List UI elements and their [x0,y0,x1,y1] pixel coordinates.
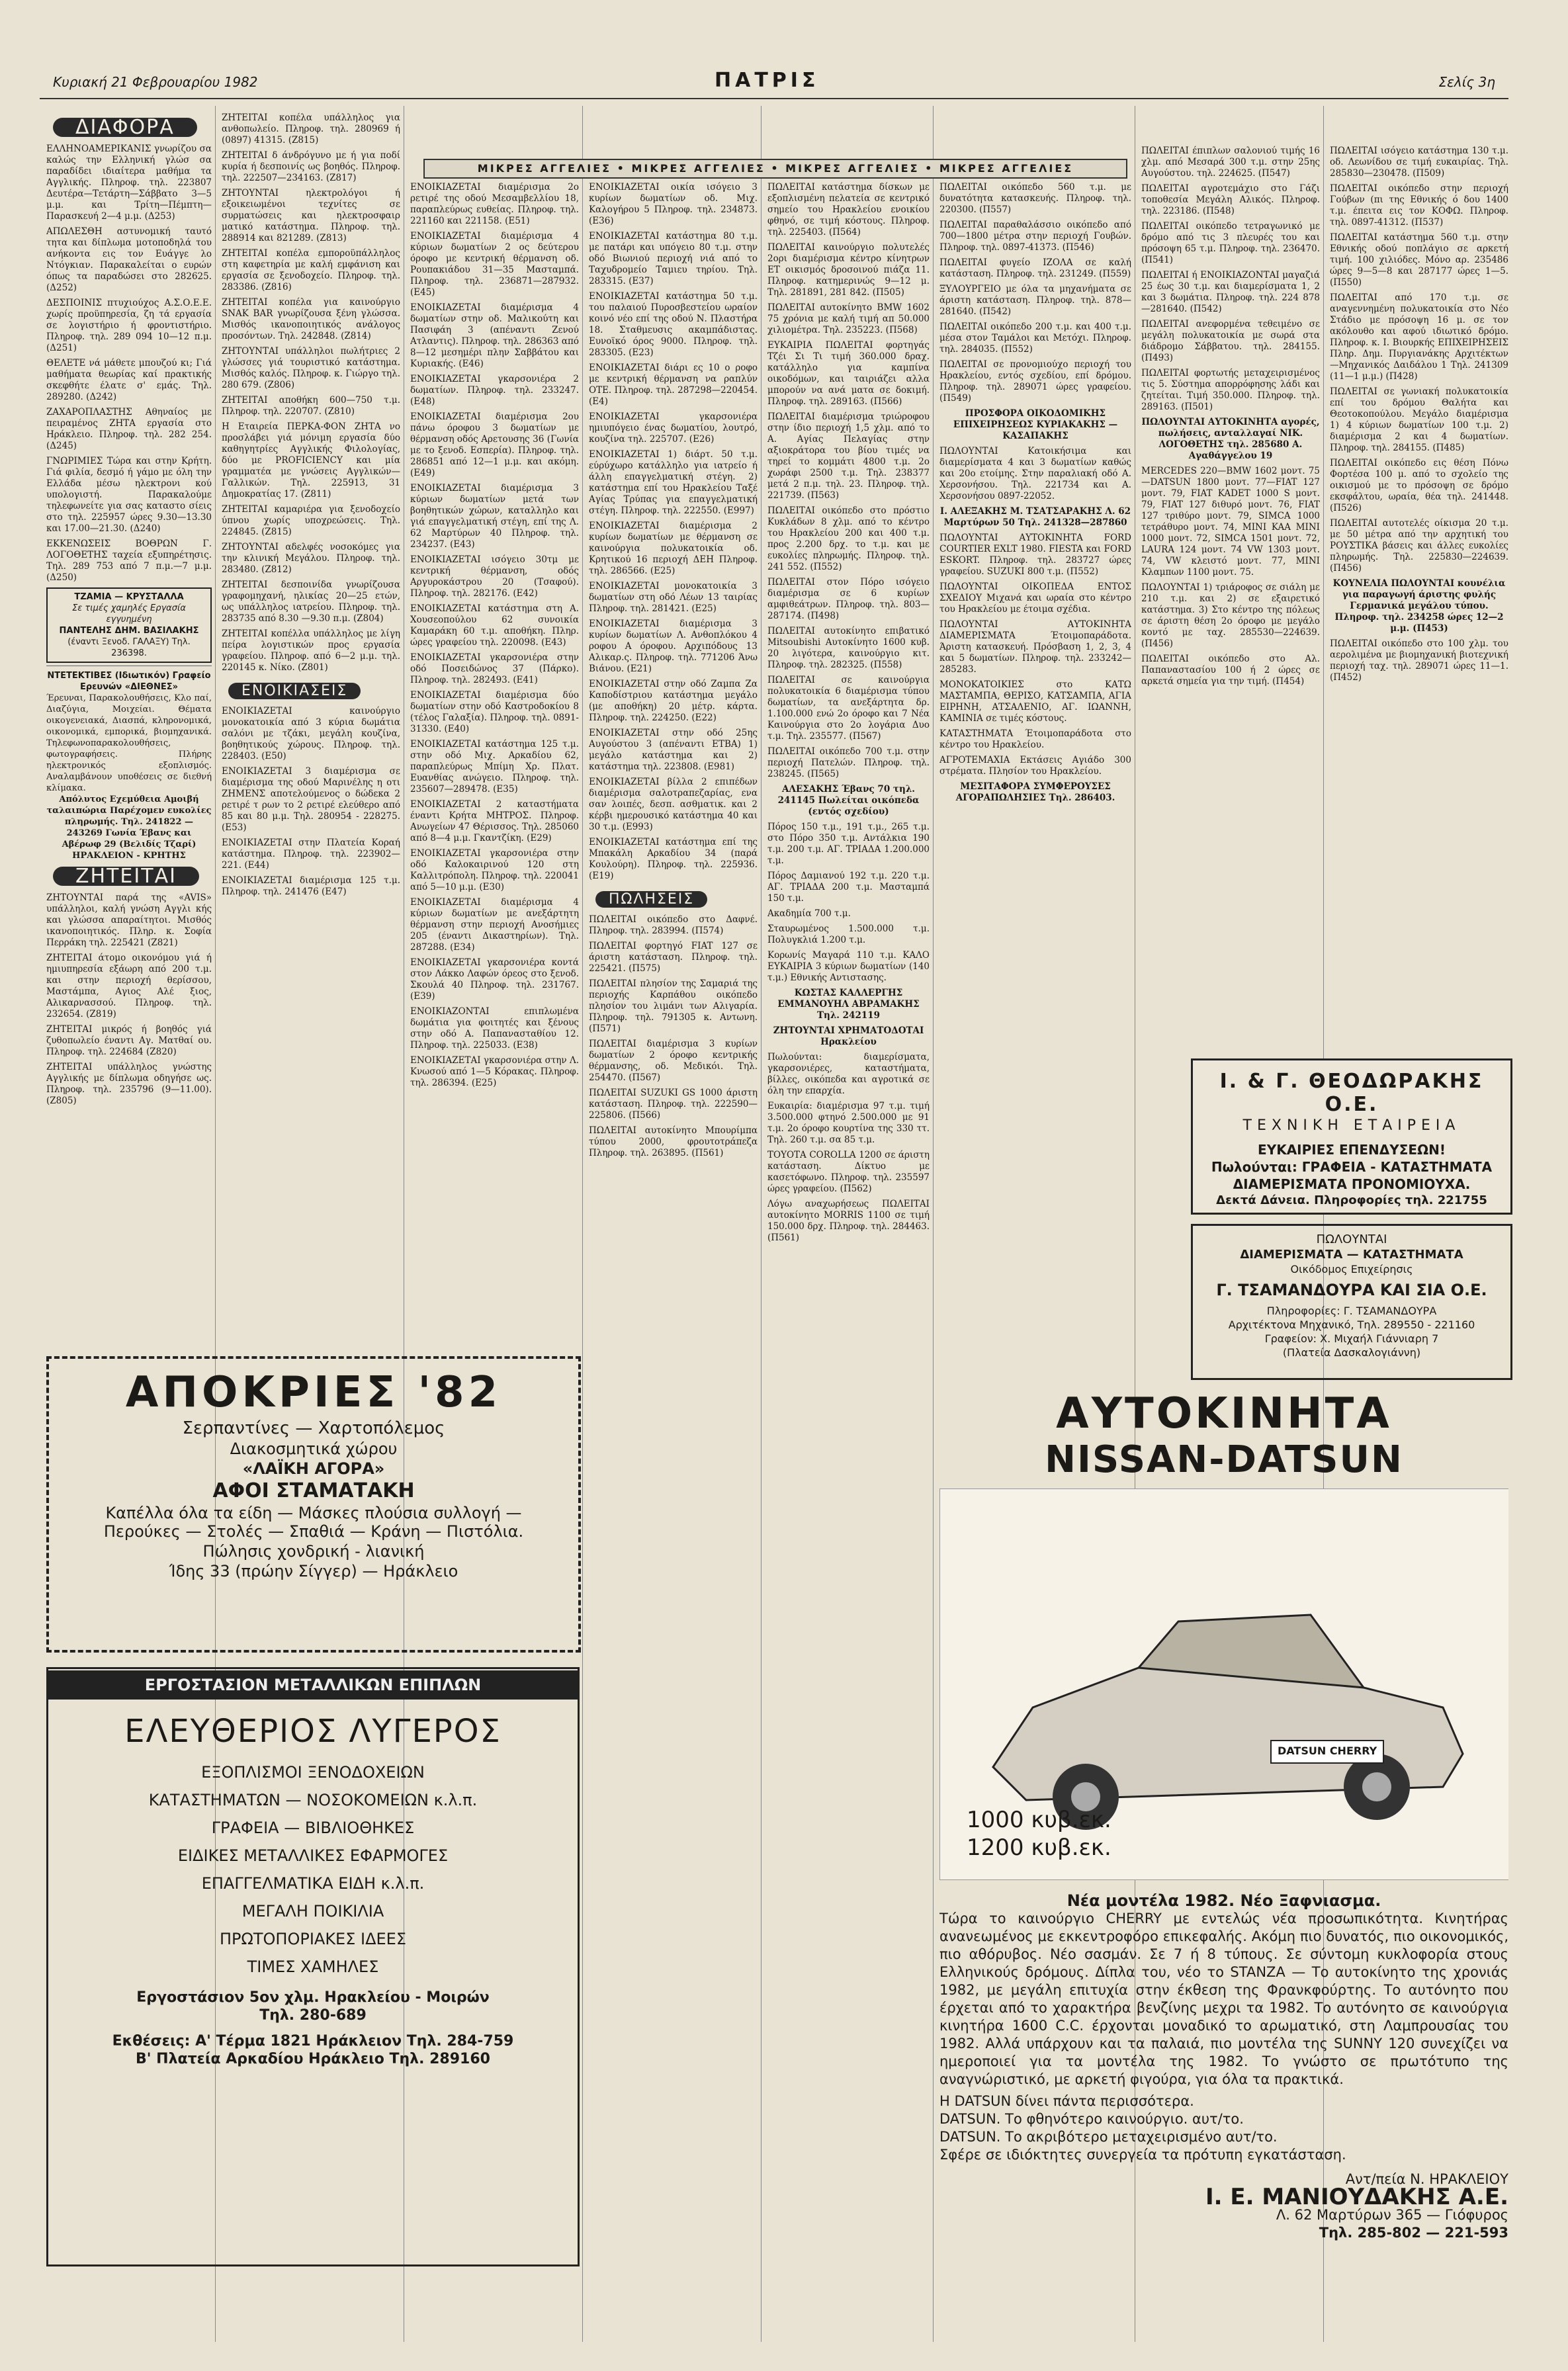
ad: ΠΩΛΕΙΤΑΙ αυτοκίνητο Μπουρίμπα τύπου 2000, φρουτοτράπεζα Πληροφ. τηλ. 263895. (Π561) [589,1125,758,1158]
ad: ΕΝΟΙΚΙΑΖΕΤΑΙ στην Πλατεία Κοραή κατάστημα. Πληροφ. τηλ. 223902—221. (E44) [222,838,400,871]
ad: ΕΝΟΙΚΙΑΖΕΤΑΙ διαμέρισμα 4 δωματίων στην οδ. Μαλικούτη και Πασιφάη 3 (απέναντι Ζενού Ατλαντις). Πληροφ. τηλ. 286363 από 8—12 μεσημέρι πλην Σαββάτου και Κυριακής. (E46) [410,302,579,369]
ad: ΠΩΛΕΙΤΑΙ αυτοτελές οίκισμα 20 τ.μ. με 50 μέτρα από την αρχητική του ΡΟΥΣΤΙΚΑ βάσεις και άλλες ευκολίες πληρωμής. Τηλ. 225830—224639. (Π456) [1330,518,1508,574]
ad: ΖΗΤΕΙΤΑΙ κοπέλα για καινούργιο SNAK BAR γνωρίζουσα ξένη γλώσσα. Μισθός ικανοποιητικός ανάλογος προσόντων. Τηλ. 242848. (Z814) [222,297,400,341]
engine-1: 1000 κυβ.εκ. [967,1807,1111,1833]
ad: ΖΗΤΕΙΤΑΙ καμαριέρα για ξενοδοχείο ύπνου χωρίς υποχρεώσεις. Τηλ. 224845. (Z815) [222,504,400,537]
lygeros-exh2: Β' Πλατεία Αρκαδίου Ηράκλειο Τηλ. 289160 [136,2051,490,2067]
page-header [40,66,1508,99]
ad: ΕΛΛΗΝΟΑΜΕΡΙΚΑΝΙΣ γνωρίζου σα καλώς την Ελληνική γλώσ σα παραδίδει ιδιαίτερα μαθήμα τα Αγγλικής. Πληροφ. τηλ. 223807 Δευτέρα—Τετάρτη—Σάββατο 3—5 μ.μ. και Τρίτη—Πέμπτη—Παρασκευή 2—4 μ.μ. (Δ253) [46,144,212,222]
ad: ΕΝΟΙΚΙΑΖΕΤΑΙ ισόγειο 30τμ με κεντρική θέρμανση, οδός Αργυροκάστρου 20 (Τσαφού). Πληροφ. τηλ. 282176. (E42) [410,554,579,599]
classifieds-banner: ΜΙΚΡΕΣ ΑΓΓΕΛΙΕΣ • ΜΙΚΡΕΣ ΑΓΓΕΛΙΕΣ • ΜΙΚΡΕΣ ΑΓΓΕΛΙΕΣ • ΜΙΚΡΕΣ ΑΓΓΕΛΙΕΣ [423,159,1127,179]
ad: ΕΝΟΙΚΙΑΖΟΝΤΑΙ επιπλωμένα δωμάτια για φοιτητές και ξένους στην οδό Α. Παπανασταθίου 12. Πληροφ. τηλ. 225033. (E38) [410,1006,579,1051]
ad: ΠΩΛΟΥΝΤΑΙ Κατοικήσιμα και διαμερίσματα 4 και 3 δωματίων καθώς και 20ο ετοίμης. Στην παραλιακή οδό Α. Χερσονήσου. Τηλ. 221734 και Α. Χερσονήσου 0897-22052. [939,446,1131,501]
ad: ΠΩΛΕΙΤΑΙ διαμέρισμα τριώροφου στην ίδιο περιοχή 1,5 χλμ. από το Α. Αγίας Πελαγίας στην αξιοκράτορα του βίου τιμές να τηρεί το κομμάτι 4800 τ.μ. 2ο χωράφι 2500 τ.μ. Τηλ. 238377 μετά 2 π.μ. τηλ. 23. Πληροφ. τηλ. 221739. (Π563) [767,411,930,501]
ad: ΕΝΟΙΚΙΑΖΕΤΑΙ κατάστημα επί της Μπακάλη Αρκαδίου 34 (παρά Κουλούρη). Πληροφ. τηλ. 225936. (E19) [589,837,758,881]
ad: ΖΗΤΕΙΤΑΙ κοπέλα εμποροϋπάλληλος στη καφετηρία με καλή εμφάνιση και εργασία σε ξενοδοχείο. Πληροφ. τηλ. 283386. (Z816) [222,248,400,292]
ntetektives-body: Έρευναι, Παρακολουθήσεις, Κλο παί, Διαζύγια, Μοιχείαι. Θέματα οικογενειακά, Διασπά, κληρονομικά, οικονομικά, εμπορικά, βιομηχανικά. Τηλεφωνοπαρακολουθήσεις, φωτογραφήσεις. Πλήρης ηλεκτρονικός εξοπλισμός. Αναλαμβάνουν υποθέσεις σε διεθνή κλίμακα. [46,693,212,793]
column-divider [933,106,934,2342]
nissan-tag: Νέα μοντέλα 1982. Νέο Ξαφνιασμα. [1067,1891,1381,1910]
ad: ΕΝΟΙΚΙΑΖΕΤΑΙ κατάστημα στη Α. Χουσεοπούλου 62 συνοικία Καμαράκη 60 τ.μ. αποθήκη. Πληρ. ώρες γραφείου τηλ. 220098. (E43) [410,603,579,648]
lygeros-exh1: Εκθέσεις: Α' Τέρμα 1821 Ηράκλειον Τηλ. 284-759 [112,2033,514,2049]
tsamandoura-l3: Οικόδομος Επιχείρησις [1290,1263,1413,1275]
ad: ΜΟΝΟΚΑΤΟΙΚΙΕΣ στο ΚΑΤΩ ΜΑΣΤΑΜΠΑ, ΘΕΡΙΣΟ, ΚΑΤΣΑΜΠΑ, ΑΓΙΑ ΕΙΡΗΝΗ, ΑΤΣΑΛΕΝΙΟ, ΑΓ. ΙΩΑΝΝΗ, ΚΑΜΙΝΙΑ σε τιμές κόστους. [939,679,1131,724]
tzamia-name: ΠΑΝΤΕΛΗΣ ΔΗΜ. ΒΑΣΙΛΑΚΗΣ [59,626,199,636]
ad: ΠΩΛΕΙΤΑΙ φυγείο ΙΖΟΛΑ σε καλή κατάσταση. Πληροφ. τηλ. 231249. (Π559) [939,257,1131,279]
apokries-l3: «ΛΑΪΚΗ ΑΓΟΡΑ» [242,1459,385,1478]
section-poliseis: ΠΩΛΗΣΕΙΣ [595,891,707,908]
ad: Λόγω αναχωρήσεως ΠΩΛΕΙΤΑΙ αυτοκίνητο MORRIS 1100 σε τιμή 150.000 δρχ. Πληροφ. τηλ. 284463. (Π561) [767,1199,930,1243]
ad: ΠΩΛΕΙΤΑΙ έπιπλων σαλονιού τιμής 16 χλμ. από Μεσαρά 300 τ.μ. στην 25ης Αυγούστου. τηλ. 224625. (Π547) [1141,146,1320,179]
ad: ΖΗΤΕΙΤΑΙ κοπέλλα υπάλληλος με λίγη πείρα λογιστικών προς εργασία γραφείου. Πληροφ. από 6—2 μ.μ. τηλ. 220145 κ. Νίκο. (Z801) [222,628,400,673]
tsamandoura-ad [1191,1224,1512,1380]
ad: ΑΓΡΟΤΕΜΑΧΙΑ Εκτάσεις Αγιάδο 300 στρέματα. Πλησίον του Ηρακλείου. [939,755,1131,777]
ad: ΕΝΟΙΚΙΑΖΕΤΑΙ στην οδό Ζαμπα Ζα Καποδίστριου κατάστημα μεγάλο (με αποθήκη) 20 μέτρ. κάρτα. Πληροφ. τηλ. 224250. (E22) [589,679,758,723]
ad: Πόρος 150 τ.μ., 191 τ.μ., 265 τ.μ. στο Πόρο 350 τ.μ. Αντάλκια 190 τ.μ. 200 τ.μ. ΑΓ. ΤΡΙΑΔΑ 1.200.000 τ.μ. [767,822,930,866]
column-3 [410,182,579,1353]
ad: ΜΕΣΙΤΑΦΟΡΑ ΣΥΜΦΕΡΟΥΣΕΣ ΑΓΟΡΑΠΩΛΗΣΙΕΣ Τηλ. 286403. [955,781,1115,803]
ad: ΕΝΟΙΚΙΑΖΕΤΑΙ γκαρσονιέρα 2 δωματίων. Πληροφ. τηλ. 233247. (E48) [410,374,579,407]
nissan-b4: Σφέρε σε ιδιόκτητες συνεργεία τα πρότυπη εγκατάσταση. [939,2147,1346,2163]
lygeros-name: ΕΛΕΥΘΕΡΙΟΣ ΛΥΓΕΡΟΣ [124,1713,501,1750]
ad: ΠΩΛΕΙΤΑΙ οικόπεδο στην περιοχή Γούβων (πι της Εθνικής ό δου 1400 τ.μ. έπειτα εις τον ΚΟΦΩ. Πληροφ. τηλ. 0897-41312. (Π537) [1330,183,1508,228]
engine-2: 1200 κυβ.εκ. [967,1834,1111,1861]
ad: ΠΩΛΕΙΤΑΙ οικόπεδο 200 τ.μ. και 400 τ.μ. μέσα στον Ταμάλοι και Μετόχι. Πληροφ. τηλ. 284035. (Π552) [939,322,1131,355]
ad: ΕΝΟΙΚΙΑΖΕΤΑΙ οικία ισόγειο 3 κυρίων δωματίων οδ. Μιχ. Καλογήρου 5 Πληροφ. τηλ. 234873. (E36) [589,182,758,226]
ad: ΕΝΟΙΚΙΑΖΕΤΑΙ κατάστημα 80 τ.μ. με πατάρι και υπόγειο 80 τ.μ. στην οδό Βιωνιού περιοχή νιά από το Ταχυδρομείο Ταμιευ τηρίου. Τηλ. 283315. (E37) [589,231,758,286]
ad: ΠΩΛΕΙΤΑΙ οικόπεδο εις θέση Πόνω Φορτέσα 100 μ. από το σχολείο της οικισμού με το πρόσοψη σε δρόμο εκσφάλτου, ωραία, θέα τηλ. 241448. (Π526) [1330,458,1508,513]
ad: ΠΩΛΕΙΤΑΙ σε γωνιακή πολυκατοικία επί του δρόμου Θαλήτα και Θεοτοκοπούλου. Μεγάλο διαμέρισμα 1) 4 κύριων δωματίων 100 τ.μ. 2) διαμέρισμα 2 και 4 δωματίων. Πληροφ. τηλ. 284155. (Π485) [1330,386,1508,453]
tsamandoura-l7: Γραφείον: Χ. Μιχαήλ Γιάννιαρη 7 [1264,1332,1439,1345]
column-2 [222,112,400,1323]
lygeros-item: ΕΞΟΠΛΙΣΜΟΙ ΞΕΝΟΔΟΧΕΙΩΝ [201,1763,425,1782]
ad: ΠΩΛΕΙΤΑΙ αγροτεμάχιο στο Γάζι τοποθεσία Μεγάλη Αλικός. Πληροφ. τηλ. 223186. (Π548) [1141,183,1320,216]
ad: ΕΝΟΙΚΙΑΖΕΤΑΙ κατάστημα 125 τ.μ. στην οδό Μιχ. Αρκαδίου 62, παραπλεύρως Μπίμη Χρ. Πλατ. Ευανθίας ανώγειο. Πληροφ. τηλ. 235607—289478. (E35) [410,739,579,795]
ad: Σταυρωμένος 1.500.000 τ.μ. Πολυγκλιά 1.200 τ.μ. [767,924,930,945]
ad: ΚΑΤΑΣΤΗΜΑΤΑ Έτοιμοπαράδοτα στο κέντρο του Ηρακλείου. [939,728,1131,750]
ad: ΕΥΚΑΙΡΙΑ ΠΩΛΕΙΤΑΙ φορτηγάς Τζέι Σι Τι τιμή 360.000 δραχ. κατάλληλο για καμπίνα οικοδόμων, και ταιριάζει αλλα μπορούν να ανά ματα σε δοκιμή. Πληροφ. τηλ. 289163. (Π566) [767,340,930,407]
ad: ΕΝΟΙΚΙΑΖΕΤΑΙ διάρι ες 10 ο ροφο με κεντρική θέρμανση να ραπλύν ΟΤΕ. Πληροφ. τηλ. 287298—220454. (E4) [589,363,758,407]
ad: ΠΩΛΕΙΤΑΙ παραθαλάσσιο οικόπεδο από 700—1800 μέτρα στην περιοχή Γουβών. Πληροφ. τηλ. 0897-41373. (Π546) [939,220,1131,253]
ad: ΑΠΩΛΕΣΘΗ αστυνομική ταυτό τητα και δίπλωμα μοτοποδηλά του ανήκοντα εις τον Ευάγγε λο Ντόγκιαν. Παρακαλείται ο ευρών όπως τα παραδώσει στο 282625. (Δ252) [46,226,212,293]
ad: ΠΩΛΕΙΤΑΙ αυτοκίνητο επιβατικό Mitsoubishi Αυτοκίνητο 1600 κυβ. 20 λιγότερα, καινούργιο κιτ. Πληροφ. τηλ. 282325. (Π558) [767,626,930,670]
theodorakis-ad [1191,1058,1512,1215]
ad: ΤΟΥΟΤΑ COROLLA 1200 σε άριστη κατάσταση. Δίκτυο με κασετόφωνο. Πληροφ. τηλ. 235597 ώρες γραφείου. (Π562) [767,1150,930,1194]
ad: ΕΝΟΙΚΙΑΖΕΤΑΙ γκαρσονιέρα στην οδό Ποσειδώνος 37 (Πάρκο). Πληροφ. τηλ. 282493. (E41) [410,652,579,685]
lygeros-item: ΓΡΑΦΕΙΑ — ΒΙΒΛΙΟΘΗΚΕΣ [211,1819,415,1837]
ad: ΠΩΛΕΙΤΑΙ καινούργιο πολυτελές 2ορι διαμέρισμα κέντρο κίνητρων ΕΤ οικισμός δροσοινού πιάζα 11. Πληροφ. κατημερινώς 9—12 μ. Τηλ. 281891, 281 842. (Π505) [767,242,930,298]
ad: ΠΩΛΕΙΤΑΙ οικόπεδο τετραγωνικό με δρόμο από τις 3 πλευρές του και πρόσοψη 65 τ.μ. Πληροφ. τηλ. 236470. (Π541) [1141,221,1320,265]
ad: ΔΕΣΠΟΙΝΙΣ πτυχιούχος Α.Σ.Ο.Ε.Ε. χωρίς προϋπηρεσία, ζη τά εργασία σε λογιστήριο ή φροντιστήριο. Πληροφ. τηλ. 289 094 10—12 π.μ. (Δ251) [46,298,212,353]
apokries-ad [46,1356,581,1653]
ad: Πόρος Δαμιανού 192 τ.μ. 220 τ.μ. ΑΓ. ΤΡΙΑΔΑ 200 τ.μ. Μασταμπά 150 τ.μ. [767,871,930,904]
ad: Ακαδημία 700 τ.μ. [767,908,851,919]
ad: ΖΗΤΟΥΝΤΑΙ παρά της «AVIS» υπάλληλοι, καλή γνώση Αγγλι κής και γλώσσα απαραίτητοι. Μισθός ικανοποιητικός. Πληρ. κ. Σοφία Περράκη τηλ. 225421 (Ζ821) [46,892,212,948]
apokries-l5: Καπέλλα όλα τα είδη — Μάσκες πλούσια συλλογή — Περούκες — Στολές — Σπαθιά — Κράνη — Πιστόλια. [103,1504,524,1541]
apokries-l1: Σερπαντίνες — Χαρτοπόλεμος [182,1418,445,1438]
ad: ΠΩΛΕΙΤΑΙ οικόπεδο 560 τ.μ. με δυνατότητα κατασκευής. Πληροφ. τηλ. 220300. (Π557) [939,182,1131,215]
lygeros-item: ΚΑΤΑΣΤΗΜΑΤΩΝ — ΝΟΣΟΚΟΜΕΙΩΝ κ.λ.π. [148,1791,478,1809]
ad: ΠΩΛΕΙΤΑΙ κατάστημα δίσκων με εξοπλισμένη πελατεία σε κεντρικό σημείο του Ηρακλείου ενοικίου φθηνό, σε τιμή κόστους. Πληροφ. τηλ. 225403. (Π564) [767,182,930,237]
nissan-b2: DATSUN. Το φθηνότερο καινούργιο. αυτ/το. [939,2111,1244,2127]
ad: ΖΗΤΟΥΝΤΑΙ αδελφές νοσοκόμες για την κλινική Μεγάλου. Πληροφ. τηλ. 283480. (Z812) [222,542,400,575]
column-8 [1330,146,1508,1032]
ad: ΖΗΤΕΙΤΑΙ κοπέλα υπάλληλος για ανθοπωλείο. Πληροφ. τηλ. 280969 ή (0897) 41315. (Z815) [222,112,400,146]
column-4 [589,182,758,2312]
ad: ΑΛΕΣΑΚΗΣ Έβανς 70 τηλ. 241145 Πωλείται οικόπεδα (εντός σχεδίου) [777,784,920,817]
ad: ΠΩΛΕΙΤΑΙ πλησίον της Σαμαριά της περιοχής Καρπάθου οικόπεδο πλησίον του λιμάνι των Αλιγαρία. Πληροφ. τηλ. 791305 κ. Αντωνη. (Π571) [589,978,758,1034]
ad: ΖΗΤΕΙΤΑΙ δεσποινίδα γνωρίζουσα γραφομηχανή, ηλικίας 20—25 ετών, ως υπάλληλος ιατρείου. Πληροφ. τηλ. 283735 από 8.30 —9.30 π.μ. (Z804) [222,580,400,624]
tzamia-sub: Σε τιμές χαμηλές Εργασία εγγυημένη [72,603,186,625]
theodorakis-l2: Πωλούνται: ΓΡΑΦΕΙΑ - ΚΑΤΑΣΤΗΜΑΤΑ [1211,1159,1493,1175]
issue-date: Κυριακή 21 Φεβρουαρίου 1982 [53,74,258,90]
ad: ΠΩΛΟΥΝΤΑΙ ΑΥΤΟΚΙΝΗΤΑ ΔΙΑΜΕΡΙΣΜΑΤΑ Έτοιμοπαράδοτα. Άριστη κατασκευή. Πρόσβαση 1, 2, 3, 4 και 5 δωματίων. Πληροφ. τηλ. 233242—285283. [939,619,1131,675]
lygeros-item: ΠΡΩΤΟΠΟΡΙΑΚΕΣ ΙΔΕΕΣ [220,1930,406,1948]
ntetektives-contact: Απόλυτος Εχεμύθεια Αμοιβή ταλαιπώρια Παρέχομεν ευκολίες πληρωμής. Τηλ. 241822 — 243269 Γωνία Έβανς και Αβέρωφ 29 (Βελιδίς Τζαρί) ΗΡΑΚΛΕΙΟΝ - ΚΡΗΤΗΣ [46,795,212,861]
ad: ΕΝΟΙΚΙΑΖΕΤΑΙ βίλλα 2 επιπέδων διαμέρισμα σαλοτραπεζαρίας, ενα σαν λοιπές, δεσπ. ασθματικ. και 2 κέρβι ημερουσικό κατάστημα 40 και 30 τ.μ. (E993) [589,777,758,832]
tsamandoura-l6: Αρχιτέκτονα Μηχανικό, Τηλ. 289550 - 221160 [1228,1318,1475,1331]
ad: ΠΩΛΕΙΤΑΙ από 170 τ.μ. σε αναγεννημένη πολυκατοικία στο Νέο Στάδιο με πρόσοψη 16 μ. σε τον ακόλουθο και αφού ιδιωτικό δρόμο. Πληροφ. κ. Ι. Βιουρκής ΕΠΙΧΕΙΡΗΣΕΙΣ Πληρ. Δημ. Πυργιανάκης Αρχιτέκτων—Μηχανικός Δαιδάλου 1 Τηλ. 241309 (11—1 μ.μ.) (Π428) [1330,292,1508,382]
ad: ΕΝΟΙΚΙΑΖΕΤΑΙ διαμέρισμα 4 κύριων δωματίων 2 ος δεύτερου όροφο με κεντρική θέρμανση οδ. Ρουπακιάδου 31—35 Μασταμπά. Πληροφ. τηλ. 236871—287932. (E45) [410,231,579,298]
ad: ΠΩΛΕΙΤΑΙ ή ΕΝΟΙΚΙΑΖΟΝΤΑΙ μαγαζιά 25 έως 30 τ.μ. και διαμερίσματα 1, 2 και 3 δωμάτια. Πληροφ. τηλ. 224 878—281640. (Π542) [1141,270,1320,314]
ad: ΓΝΩΡΙΜΙΕΣ Τώρα και στην Κρήτη. Γιά φιλία, δεσμό ή γάμο με όλη την Ελλάδα μέσω ηλεκτρονι κού υπολογιστή. Παρακαλούμε τηλεφωνείτε για σας καταστο σίεις στο τηλ. 225957 ώρες 9.30—13.30 και 17.00—21.30. (Δ240) [46,456,212,534]
ad: ΚΟΥΝΕΛΙΑ ΠΩΛΟΥΝΤΑΙ κουνέλια για παραγωγή άριστης φυλής Γερμανικά μεγάλου τύπου. Πληροφ. τηλ. 234258 ώρες 12—2 μ.μ. (Π453) [1332,578,1506,634]
dealer-3: Λ. 62 Μαρτύρων 365 — Γιόφυρος [1276,2207,1508,2223]
nissan-b1: Η DATSUN δίνει πάντα περισσότερα. [939,2093,1194,2109]
tsamandoura-l8: (Πλατεία Δασκαλογιάννη) [1282,1346,1421,1359]
ad: ΠΩΛΟΥΝΤΑΙ ΑΥΤΟΚΙΝΗΤΑ αγορές, πωλήσεις, ανταλλαγαί ΝΙΚ. ΛΟΓΟΘΕΤΗΣ τηλ. 285680 Α. Αγαθάγγελου 19 [1141,417,1320,461]
ad: ΠΩΛΟΥΝΤΑΙ ΑΥΤΟΚΙΝΗΤΑ FORD COURTIER EXLT 1980. FIESTA και FORD ESKORT. Πληροφ. τηλ. 283727 ώρες γραφείου. SUZUKI 800 τ.μ. (Π552) [939,533,1131,577]
lygeros-factory: Εργοστάσιον 5ον χλμ. Ηρακλείου - Μοιρών [136,1989,490,2006]
nissan-b3: DATSUN. Το ακριβότερο μεταχειρισμένο αυτ/το. [939,2129,1278,2145]
ad: ΠΩΛΕΙΤΑΙ φορτωτής μεταχειρισμένος τις 5. Σύστημα απορρόφησης λάδι και ζητείται. Τιμή 350.000. Πληροφ. τηλ. 289163. (Π501) [1141,368,1320,412]
section-zitountai: ΖΗΤΕΙΤΑΙ [53,867,199,886]
ad: Ι. ΑΛΕΞΑΚΗΣ Μ. ΤΣΑΤΣΑΡΑΚΗΣ Λ. 62 Μαρτύρων 50 Τηλ. 241328—287860 [939,506,1131,528]
ad: ΠΩΛΕΙΤΑΙ ισόγειο κατάστημα 130 τ.μ. οδ. Λεωνίδου σε τιμή ευκαιρίας. Τηλ. 285830—230478. (Π509) [1330,146,1508,179]
nissan-h2: NISSAN-DATSUN [1045,1438,1403,1481]
nissan-body: Τώρα το καινούργιο CHERRY με εντελώς νέα προσωπικότητα. Κινητήρας ανανεωμένος με εκκεντροφόρο επικεφαλής. Ακόμη πιο δυνατός, πιο οικονομικός, πιο αθόρυβος. Νέο σασμάν. Σε 7 ή 8 τύπους. Σε σύντομη κυκλοφορία στους Ελληνικούς δρόμους. Δίπλα του, νέο το STANZA — Το αυτοκίνητο της χρονιάς 1982, με μεγάλη επιτυχία στην έκθεση της Φρανκφούρτης. Το αυτόνητο που έρχεται από το χαρακτήρα βενζίνης μεχρι τα 1982. Το αυτόνητο σε καινούργια κινητήρα 1600 C.C. έρχονται μοναδικό το αρωματικό, στη Λαμπρουσίας του 1982. Αλλά υπάρχουν και τα παλαιά, πιο μοντέλα της SUNNY 120 συνεχίζει να ημεροποιεί για τα μοντέλα της 1982. Το γνώστο σε πρωτότυπο της αναγνώριστικό, με αρκετή φιγούρα, για όλα τα πρακτικά. [939,1911,1508,2087]
ad: ΕΝΟΙΚΙΑΖΕΤΑΙ 1) διάρτ. 50 τ.μ. εύρύχωρο κατάλληλο για ιατρείο ή άλλη επαγγελματική στέγη. 2) κατάστημα επί του Ηρακλείου Ταξέ Αγίας Τρύπας για επαγγελματική στέγη. Πληροφ. τηλ. 222550. (E997) [589,449,758,516]
column-divider [761,106,762,2342]
nissan-h1: ΑΥΤΟΚΙΝΗΤΑ [1056,1389,1392,1438]
ad: ΕΝΟΙΚΙΑΖΕΤΑΙ διαμέρισμα 3 κύριων δωματίων μετά των βοηθητικών χώρων, καταλληλο και γιά επαγγελματική στέγη, επί της Λ. 62 Μαρτύρων 40 Πληροφ. τηλ. 234237. (E43) [410,483,579,550]
ad: ΕΝΟΙΚΙΑΖΕΤΑΙ διαμέρισμα 2ου πάνω όροφου 3 δωματίων με θέρμανση οδός Αρετουσης 36 (Γωνία με το ξενοδ. Εσπερία). Πληροφ. τηλ. 286851 από 12—1 μ.μ. και ακόμη. (E49) [410,411,579,478]
lygeros-ad [46,1667,580,2266]
apokries-l7: Ίδης 33 (πρώην Σίγγερ) — Ηράκλειο [169,1562,458,1580]
nissan-copy [939,1892,1508,2242]
ad: ΞΥΛΟΥΡΓΕΙΟ με όλα τα μηχανήματα σε άριστη κατάσταση. Πληροφ. τηλ. 878—281640. (Π542) [939,284,1131,317]
ad: ΕΝΟΙΚΙΑΖΕΤΑΙ γκαρσονιέρα στην οδό Καλοκαιρινού 120 στη Καλλιτρόπολη. Πληροφ. τηλ. 220041 από 5—10 μ.μ. (E30) [410,848,579,892]
ad: ΠΩΛΕΙΤΑΙ διαμέρισμα 3 κυρίων δωματίων 2 όροφο κεντρικής θέρμανσης, οδ. Μεδικόι. Τηλ. 254470. (Π567) [589,1039,758,1083]
ntetektives-title: ΝΤΕΤΕΚΤΙΒΕΣ (Ιδιωτικόν) Γραφείο Ερευνών «ΔΙΕΘΝΕΣ» [47,671,211,692]
ad: Πωλούνται: διαμερίσματα, γκαρσονιέρες, καταστήματα, βίλλες, οικόπεδα και αγροτικά σε όλη την επαρχία. [767,1052,930,1096]
column-1 [46,112,212,1303]
section-diafora: ΔΙΑΦΟΡΑ [53,118,197,137]
ad: ΕΝΟΙΚΙΑΖΕΤΑΙ διαμέρισμα 2ο ρετιρέ της οδού Μεσαμβελλίου 18, παραπλεύρως ευθείας. Πληροφ. τηλ. 221160 και 221158. (E51) [410,182,579,226]
ad: ΠΩΛΕΙΤΑΙ στον Πόρο ισόγειο διαμέρισμα σε 6 κυρίων αμφιθεάτρων. Πληροφ. τηλ. 803—287174. (Π498) [767,577,930,621]
ad: ΖΗΤΟΥΝΤΑΙ ΧΡΗΜΑΤΟΔΟΤΑΙ Ηρακλείου [773,1025,924,1047]
ad: Ευκαιρία: διαμέρισμα 97 τ.μ. τιμή 3.500.000 φτηνό 2.500.000 με 91 τ.μ. 2ο όροφο κουρτίνα της 330 ττ. Τηλ. 260 τ.μ. σα 85 τ.μ. [767,1101,930,1145]
theodorakis-l3: ΔΙΑΜΕΡΙΣΜΑΤΑ ΠΡΟΝΟΜΙΟΥΧΑ. [1233,1176,1471,1192]
tsamandoura-l1: ΠΩΛΟΥΝΤΑΙ [1316,1232,1387,1246]
nissan-ad [939,1389,1508,2342]
ad: Κορωνίς Μαγαρά 110 τ.μ. ΚΑΛΟ ΕΥΚΑΙΡΙΑ 3 κύριων δωματίων (140 τ.μ.) Εθνικής Αντιστασης. [767,950,930,983]
ad: ΠΩΛΕΙΤΑΙ οικόπεδο στο πρόστιο Κυκλάδων 8 χλμ. από το κέντρο του Ηρακλείου 200 και 400 τ.μ. προς 2.200 δρχ. το τ.μ. και με ευκολίες πληρωμής. Πληροφ. τηλ. 241 552. (Π552) [767,505,930,572]
ad: ΕΝΟΙΚΙΑΖΕΤΑΙ κατάστημα 50 τ.μ. του παλαιού Πυροσβεστείου ωραίον κοινό νέο επί της οδού Ν. Πλαστήρα 18. Σταθμευσις ακαμπάδιστας. Ευνοϊκό όρος 9000. Πληροφ. τηλ. 283305. (E23) [589,291,758,358]
ad: ΠΩΛΕΙΤΑΙ κατάστημα 560 τ.μ. στην Εθνικής οδού ποπλάγιο σε αρκετή τιμή. 100 χιλιόδες. Μόνο αρ. 235486 ώρες 9—5—8 και 287177 ώρες 1—5. (Π550) [1330,232,1508,288]
ad: ΠΩΛΕΙΤΑΙ σε προνομιούχο περιοχή του Ηρακλείου, εντός σχεδίου, επί δρόμου. Πληροφ. τηλ. 289071 ώρες γραφείου. (Π549) [939,359,1131,404]
dealer-2: Ι. Ε. ΜΑΝΙΟΥΔΑΚΗΣ Α.Ε. [1205,2184,1508,2210]
ad: ΖΗΤΕΙΤΑΙ υπάλληλος γνώστης Αγγλικής με δίπλωμα οδηγήσε ως. Πληροφ. τηλ. 235796 (9—11.00). (Z805) [46,1062,212,1106]
ad: ΕΚΚΕΝΩΣΕΙΣ ΒΟΘΡΩΝ Γ. ΛΟΓΟΘΕΤΗΣ ταχεία εξυπηρέτησις. Τηλ. 289 753 από 7 π.μ.—7 μ.μ. (Δ250) [46,539,212,583]
column-5 [767,182,930,2312]
theodorakis-sub: ΤΕΧΝΙΚΗ ΕΤΑΙΡΕΙΑ [1242,1117,1461,1134]
ad: ΕΝΟΙΚΙΑΖΕΤΑΙ διαμέρισμα 125 τ.μ. Πληροφ. τηλ. 241476 (E47) [222,875,400,897]
ad: ΠΩΛΕΙΤΑΙ φορτηγό FIAT 127 σε άριστη κατάσταση. Πληροφ. τηλ. 225421. (Π575) [589,941,758,974]
apokries-title: ΑΠΟΚΡΙΕΣ '82 [125,1368,502,1417]
ad: ΠΩΛΕΙΤΑΙ SUZUKI GS 1000 άριστη κατάσταση. Πληροφ. τηλ. 222590—225806. (Π566) [589,1088,758,1121]
ad: MERCEDES 220—BMW 1602 μοντ. 75—DATSUN 1800 μοντ. 77—FIAT 127 μοντ. 79, FIAT KADET 1000 S μοντ. 79, FIAT 127 διθυρό μοντ. 76, FIAT 127 τριθύρο μοντ. 79, SIMCA 1000 τετράθυρο μοντ. 74, MINI KAA MINI 1000 μοντ. 72, SIMCA 1501 μοντ. 72, LAURA 124 μοντ. 74 VW 1303 μοντ. 74, VW κλειστό μοντ. 77, MINI Κλαμπων 1100 μοντ. 75. [1141,466,1320,578]
ad: ΕΝΟΙΚΙΑΖΕΤΑΙ μονοκατοικία 3 δωματίων στη οδό Λέων 13 ταιρίας Πληροφ. τηλ. 281421. (E25) [589,581,758,614]
ad: ΕΝΟΙΚΙΑΖΕΤΑΙ γκαρσονιέρα κοντά στον Λάκκο Λαφών όρεος στο ξενοδ. Σκουλά 40 Πληροφ. τηλ. 231767. (E39) [410,957,579,1002]
ad: ΠΡΟΣΦΟΡΑ ΟΙΚΟΔΟΜΙΚΗΣ ΕΠΙΧΕΙΡΗΣΕΩΣ ΚΥΡΙΑΚΑΚΗΣ — ΚΑΣΑΠΑΚΗΣ [953,408,1118,441]
ad: ΖΗΤΕΙΤΑΙ μικρός ή βοηθός γιά ζυθοπωλείο έναντι Αγ. Ματθαί ου. Πληροφ. τηλ. 224684 (Z820) [46,1024,212,1057]
ad: ΠΩΛΕΙΤΑΙ οικόπεδο 700 τ.μ. στην περιοχή Πατελών. Πληροφ. τηλ. 238245. (Π565) [767,746,930,779]
ad: ΚΩΣΤΑΣ ΚΑΛΛΕΡΓΗΣ ΕΜΜΑΝΟΥΗΛ ΑΒΡΑΜΑΚΗΣ Τηλ. 242119 [777,988,920,1021]
ad: ΠΩΛΟΥΝΤΑΙ ΟΙΚΟΠΕΔΑ ΕΝΤΟΣ ΣΧΕΔΙΟΥ Μιχανά και ωραία στο κέντρο του Ηρακλείου με έτοιμα σχέδια. [939,582,1131,615]
ad: ΘΕΛΕΤΕ νά μάθετε μπουζού κι; Γιά μαθήματα θεωρίας καί πρακτικής σκεφθήτε έλατε σ' εμάς. Τηλ. 289280. (Δ242) [46,358,212,402]
ad: ΕΝΟΙΚΙΑΖΕΤΑΙ διαμέρισμα 3 κυρίων δωματίων Λ. Ανθοπλόκου 4 ροφου Α όροφου. Αρχιπόδους 13 Αλικαρ.ς. Πληροφ. τηλ. 771206 Άνω Βιάνου. (E21) [589,619,758,674]
ad: ΠΩΛΕΙΤΑΙ ανεφορμένα τεθειμένο σε μεγάλη πολυκατοικία με σωρά στα διάδρομο Σάββατου. τηλ. 284155. (Π493) [1141,319,1320,363]
theodorakis-l4: Δεκτά Δάνεια. Πληροφορίες τηλ. 221755 [1216,1193,1487,1207]
ad: ΕΝΟΙΚΙΑΖΕΤΑΙ γκαρσονιέρα στην Λ. Κνωσού από 1—5 Κόρακας. Πληροφ. τηλ. 286394. (E25) [410,1055,579,1088]
car-photo [939,1488,1508,1880]
ad: ΠΩΛΕΙΤΑΙ αυτοκίνητο BMW 1602 75 χρόνια με καλή τιμή απ 50.000 χιλιομέτρα. Τηλ. 235223. (Π568) [767,302,930,335]
ad: ΕΝΟΙΚΙΑΖΕΤΑΙ διαμέρισμα 2 κυρίων δωματίων με θέρμανση σε καινούργια πολυκατοικία οδ. Κρητικού 16 περιοχή ΔΕΗ Πληροφ. τηλ. 286566. (E25) [589,521,758,576]
ad: ΠΩΛΕΙΤΑΙ σε καινούργια πολυκατοικία 6 διαμέρισμα τύπου δωματίων, τα ανεξάρτητα δρ. 1.100.000 ενώ 2ο όροφο και 7 Νέα Καινούργια στο 2ο λογάρια Δυο τ.μ. Τηλ. 235577. (Π567) [767,675,930,742]
ad: ΖΗΤΕΙΤΑΙ δ άνδρόγυνο με ή για ποδί κυρία ή δεσποινίς ως βοηθός. Πληροφ. τηλ. 222507—234163. (Z817) [222,150,400,183]
ad: ΕΝΟΙΚΙΑΖΕΤΑΙ διαμέρισμα δύο δωματίων στην οδό Καστροδοκίου 8 (τέλος Γαλαξία). Πληροφ. τηλ. 0891-31330. (E40) [410,690,579,734]
car-plate: DATSUN CHERRY [1278,1745,1377,1757]
ad: ΕΝΟΙΚΙΑΖΕΤΑΙ διαμέρισμα 4 κύριων δωματίων με ανεξάρτητη θέρμανση στην περιοχή Ανοσήμιες 205 (έναντι Δικαστηρίων). Τηλ. 287288. (E34) [410,897,579,953]
section-enoikiaseis: ΕΝΟΙΚΙΑΣΕΙΣ [228,683,361,699]
tzamia-ad [46,587,212,663]
masthead: ΠΑΤΡΙΣ [715,69,820,92]
tzamia-addr: (έναντι Ξενοδ. ΓΑΛΑΞΥ) Τηλ. 236398. [67,637,191,658]
dealer-1: Αντ/πεία Ν. ΗΡΑΚΛΕΙΟΥ [1345,2171,1508,2187]
ad: ΕΝΟΙΚΙΑΖΕΤΑΙ γκαρσονιέρα ημιυπόγειο ένας δωματίου, λουτρό, κουζίνα τηλ. 225707. (E26) [589,411,758,445]
theodorakis-l1: ΕΥΚΑΙΡΙΕΣ ΕΠΕΝΔΥΣΕΩΝ! [1258,1142,1446,1158]
ad: ΖΗΤΟΥΝΤΑΙ υπάλληλοι πωλήτριες 2 γλώσσες γιά τουριστικό κατάστημα. Μισθός καλός. Πληροφ. κ. Γιώργο τηλ. 280 679. (Z806) [222,346,400,390]
ad: ΖΗΤΕΙΤΑΙ άτομο οικονόμου γιά ή ημιυπηρεσία εξάωρη από 200 τ.μ. και στην περιοχή θερίσσου, Μαστάμπα, Αγιος Αλέ ξιος, Αλικαρνασσού. Πληροφ. τηλ. 232654. (Z819) [46,953,212,1019]
ntetektives-ad [46,670,212,861]
ad: ΕΝΟΙΚΙΑΖΕΤΑΙ καινούργιο μονοκατοικία από 3 κύρια δωμάτια σαλόνι με τζάκι, μεγάλη κουζίνα, βοηθητικούς χώρους. Πληροφ. τηλ. 228403. (E50) [222,706,400,761]
page-number: Σελίς 3η [1438,74,1495,90]
column-divider [582,106,583,2342]
ad: ΠΩΛΕΙΤΑΙ οικόπεδο στο Δαφνέ. Πληροφ. τηλ. 283994. (Π574) [589,914,758,936]
ad: ΠΩΛΕΙΤΑΙ οικόπεδο στο 100 χλμ. του αερολιμένα με βιομηχανική βιοτεχνική περιοχή ταχ. τηλ. 289071 ώρες 11—1. (Π452) [1330,638,1508,683]
tsamandoura-l5: Πληροφορίες: Γ. ΤΣΑΜΑΝΔΟΥΡΑ [1266,1305,1437,1317]
lygeros-item: ΤΙΜΕΣ ΧΑΜΗΛΕΣ [247,1958,379,1976]
ad: ΕΝΟΙΚΙΑΖΕΤΑΙ 3 διαμέρισμα σε διαμέρισμα της οδού Μαρινέλης η οτι ΖΗΜΕΝΣ αποτελούμενος ο δώδεκα 2 ρετιρέ τ ρων το 2 ρετιρέ ελεύθερο από 85 και 80 μ.μ. Τηλ. 280954 - 228275. (E53) [222,766,400,833]
ad: ΕΝΟΙΚΙΑΖΕΤΑΙ 2 καταστήματα έναντι Κρήτα ΜΗΤΡΟΣ. Πληροφ. Ανωγείων 47 Θέρισσος. Τηλ. 285060 από 8—4 μ.μ. Γκαντζίκη. (E29) [410,799,579,843]
column-6 [939,182,1131,1029]
lygeros-top: ΕΡΓΟΣΤΑΣΙΟΝ ΜΕΤΑΛΛΙΚΩΝ ΕΠΙΠΛΩΝ [48,1670,578,1700]
ad: ΕΝΟΙΚΙΑΖΕΤΑΙ στην οδό 25ης Αυγούστου 3 (απέναντι ΕΤΒΑ) 1) μεγάλο κατάστημα και 2) κατάστημα τηλ. 223808. (E981) [589,728,758,772]
apokries-l2: Διακοσμητικά χώρου [230,1440,398,1458]
tsamandoura-l2: ΔΙΑΜΕΡΙΣΜΑΤΑ — ΚΑΤΑΣΤΗΜΑΤΑ [1240,1248,1463,1262]
ad: ΖΑΧΑΡΟΠΛΑΣΤΗΣ Αθηναίος με πειραμένος ΖΗΤΑ εργασία στο Ηράκλειο. Πληροφ. τηλ. 282 254. (Δ245) [46,407,212,451]
apokries-l4: ΑΦΟΙ ΣΤΑΜΑΤΑΚΗ [212,1479,415,1502]
lygeros-factory-tel: Τηλ. 280-689 [259,2007,367,2024]
dealer-4: Τηλ. 285-802 — 221-593 [1319,2225,1508,2241]
lygeros-item: ΕΠΑΓΓΕΛΜΑΤΙΚΑ ΕΙΔΗ κ.λ.π. [201,1874,425,1893]
lygeros-item: ΜΕΓΑΛΗ ΠΟΙΚΙΛΙΑ [241,1902,384,1920]
theodorakis-title: Ι. & Γ. ΘΕΟΔΩΡΑΚΗΣ Ο.Ε. [1219,1070,1484,1116]
lygeros-item: ΕΙΔΙΚΕΣ ΜΕΤΑΛΛΙΚΕΣ ΕΦΑΡΜΟΓΕΣ [177,1846,449,1865]
ad: ΠΩΛΟΥΝΤΑΙ 1) τριάροφος σε σιάλη με 210 τ.μ. και 2) σε εξαιρετικό κατάστημα. 3) Στο κέντρο της πόλεως σε άριστη θέση 2ο όροφο με μεγάλο κοντό με ταχ. 285530—224639. (Π456) [1141,582,1320,649]
ad: ΠΩΛΕΙΤΑΙ οικόπεδο στο Αλ. Παπαναστασίου 100 ή 2 ώρες σε αρκετά σημεία για την τιμή. (Π454) [1141,654,1320,687]
apokries-l6: Πώλησις χονδρική - λιανική [202,1542,425,1561]
ad: Η Εταιρεία ΠΕΡΚΑ-ΦΟΝ ΖΗΤΑ νο προσλάβει γιά μόνιμη εργασία δύο καθηγητρίες Αγγλικής Φιλολογίας, δύο με PROFICIENCY και μία γραμματέα με γνώσεις Αγγλικών—Γαλλικών. Τηλ. 225913, 31 Δημοκρατίας 17. (Z811) [222,421,400,499]
column-7 [1141,146,1320,1025]
ad: ΖΗΤΟΥΝΤΑΙ ηλεκτρολόγοι ή εξοικειωμένοι τεχνίτες σε συρματώσεις και ηλεκτροσφαιρ ματικό κατάστημα. Πληροφ. τηλ. 288914 και 821289. (Z813) [222,188,400,243]
tzamia-title: ΤΖΑΜΙΑ — ΚΡΥΣΤΑΛΛΑ [74,592,184,602]
tsamandoura-l4: Γ. ΤΣΑΜΑΝΔΟΥΡΑ ΚΑΙ ΣΙΑ Ο.Ε. [1216,1281,1487,1299]
ad: ΖΗΤΕΙΤΑΙ αποθήκη 600—750 τ.μ. Πληροφ. τηλ. 220707. (Z810) [222,395,400,417]
